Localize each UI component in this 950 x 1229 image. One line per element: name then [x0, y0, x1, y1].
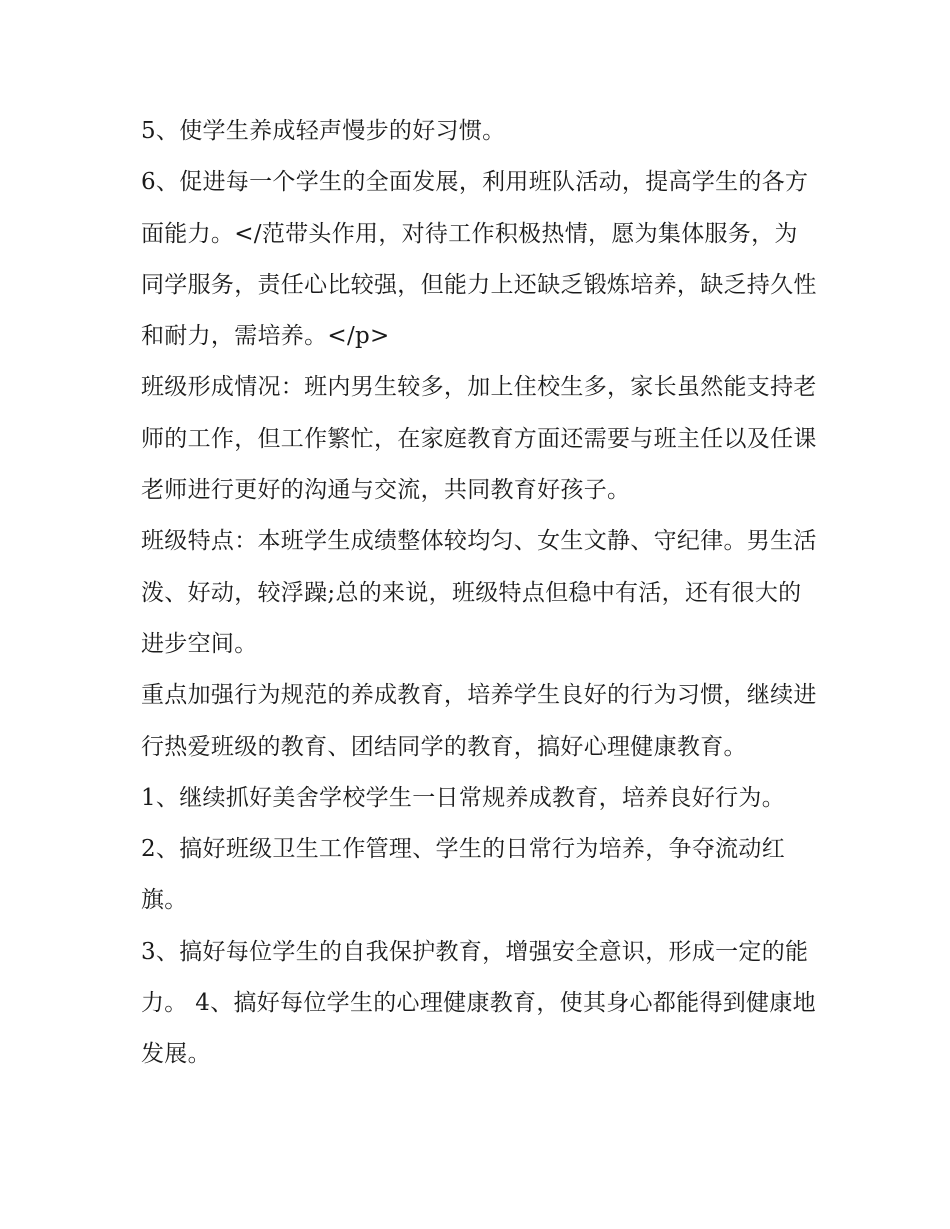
paragraph-tasks-1-2: 1、继续抓好美舍学校学生一日常规养成教育，培养良好行为。 2、搞好班级卫生工作管理、学生的日常行为培养，争夺流动红旗。: [141, 784, 793, 914]
paragraph-focus: 重点加强行为规范的养成教育，培养学生良好的行为习惯，继续进行热爱班级的教育、团结同学的教育，搞好心理健康教育。: [141, 682, 817, 760]
paragraph-class-formation: 班级形成情况：班内男生较多，加上住校生多，家长虽然能支持老师的工作，但工作繁忙，在家庭教育方面还需要与班主任以及任课老师进行更好的沟通与交流，共同教育好孩子。: [141, 374, 817, 504]
paragraph-tasks-3-4: 3、搞好每位学生的自我保护教育，增强安全意识，形成一定的能力。 4、搞好每位学生的心理健康教育，使其身心都能得到健康地发展。: [141, 938, 816, 1068]
document-body: [141, 106, 821, 1081]
paragraph-development: 6、促进每一个学生的全面发展，利用班队活动，提高学生的各方面能力。</范带头作用，对待工作积极热情，愿为集体服务，为同学服务，责任心比较强，但能力上还缺乏锻炼培养，缺乏持久性和耐力，需培养。</p>: [141, 169, 817, 350]
paragraph-class-features: 班级特点：本班学生成绩整体较均匀、女生文静、守纪律。男生活泼、好动，较浮躁;总的来说，班级特点但稳中有活，还有很大的进步空间。: [141, 528, 817, 657]
paragraph-habit: 5、使学生养成轻声慢步的好习惯。: [141, 118, 506, 144]
